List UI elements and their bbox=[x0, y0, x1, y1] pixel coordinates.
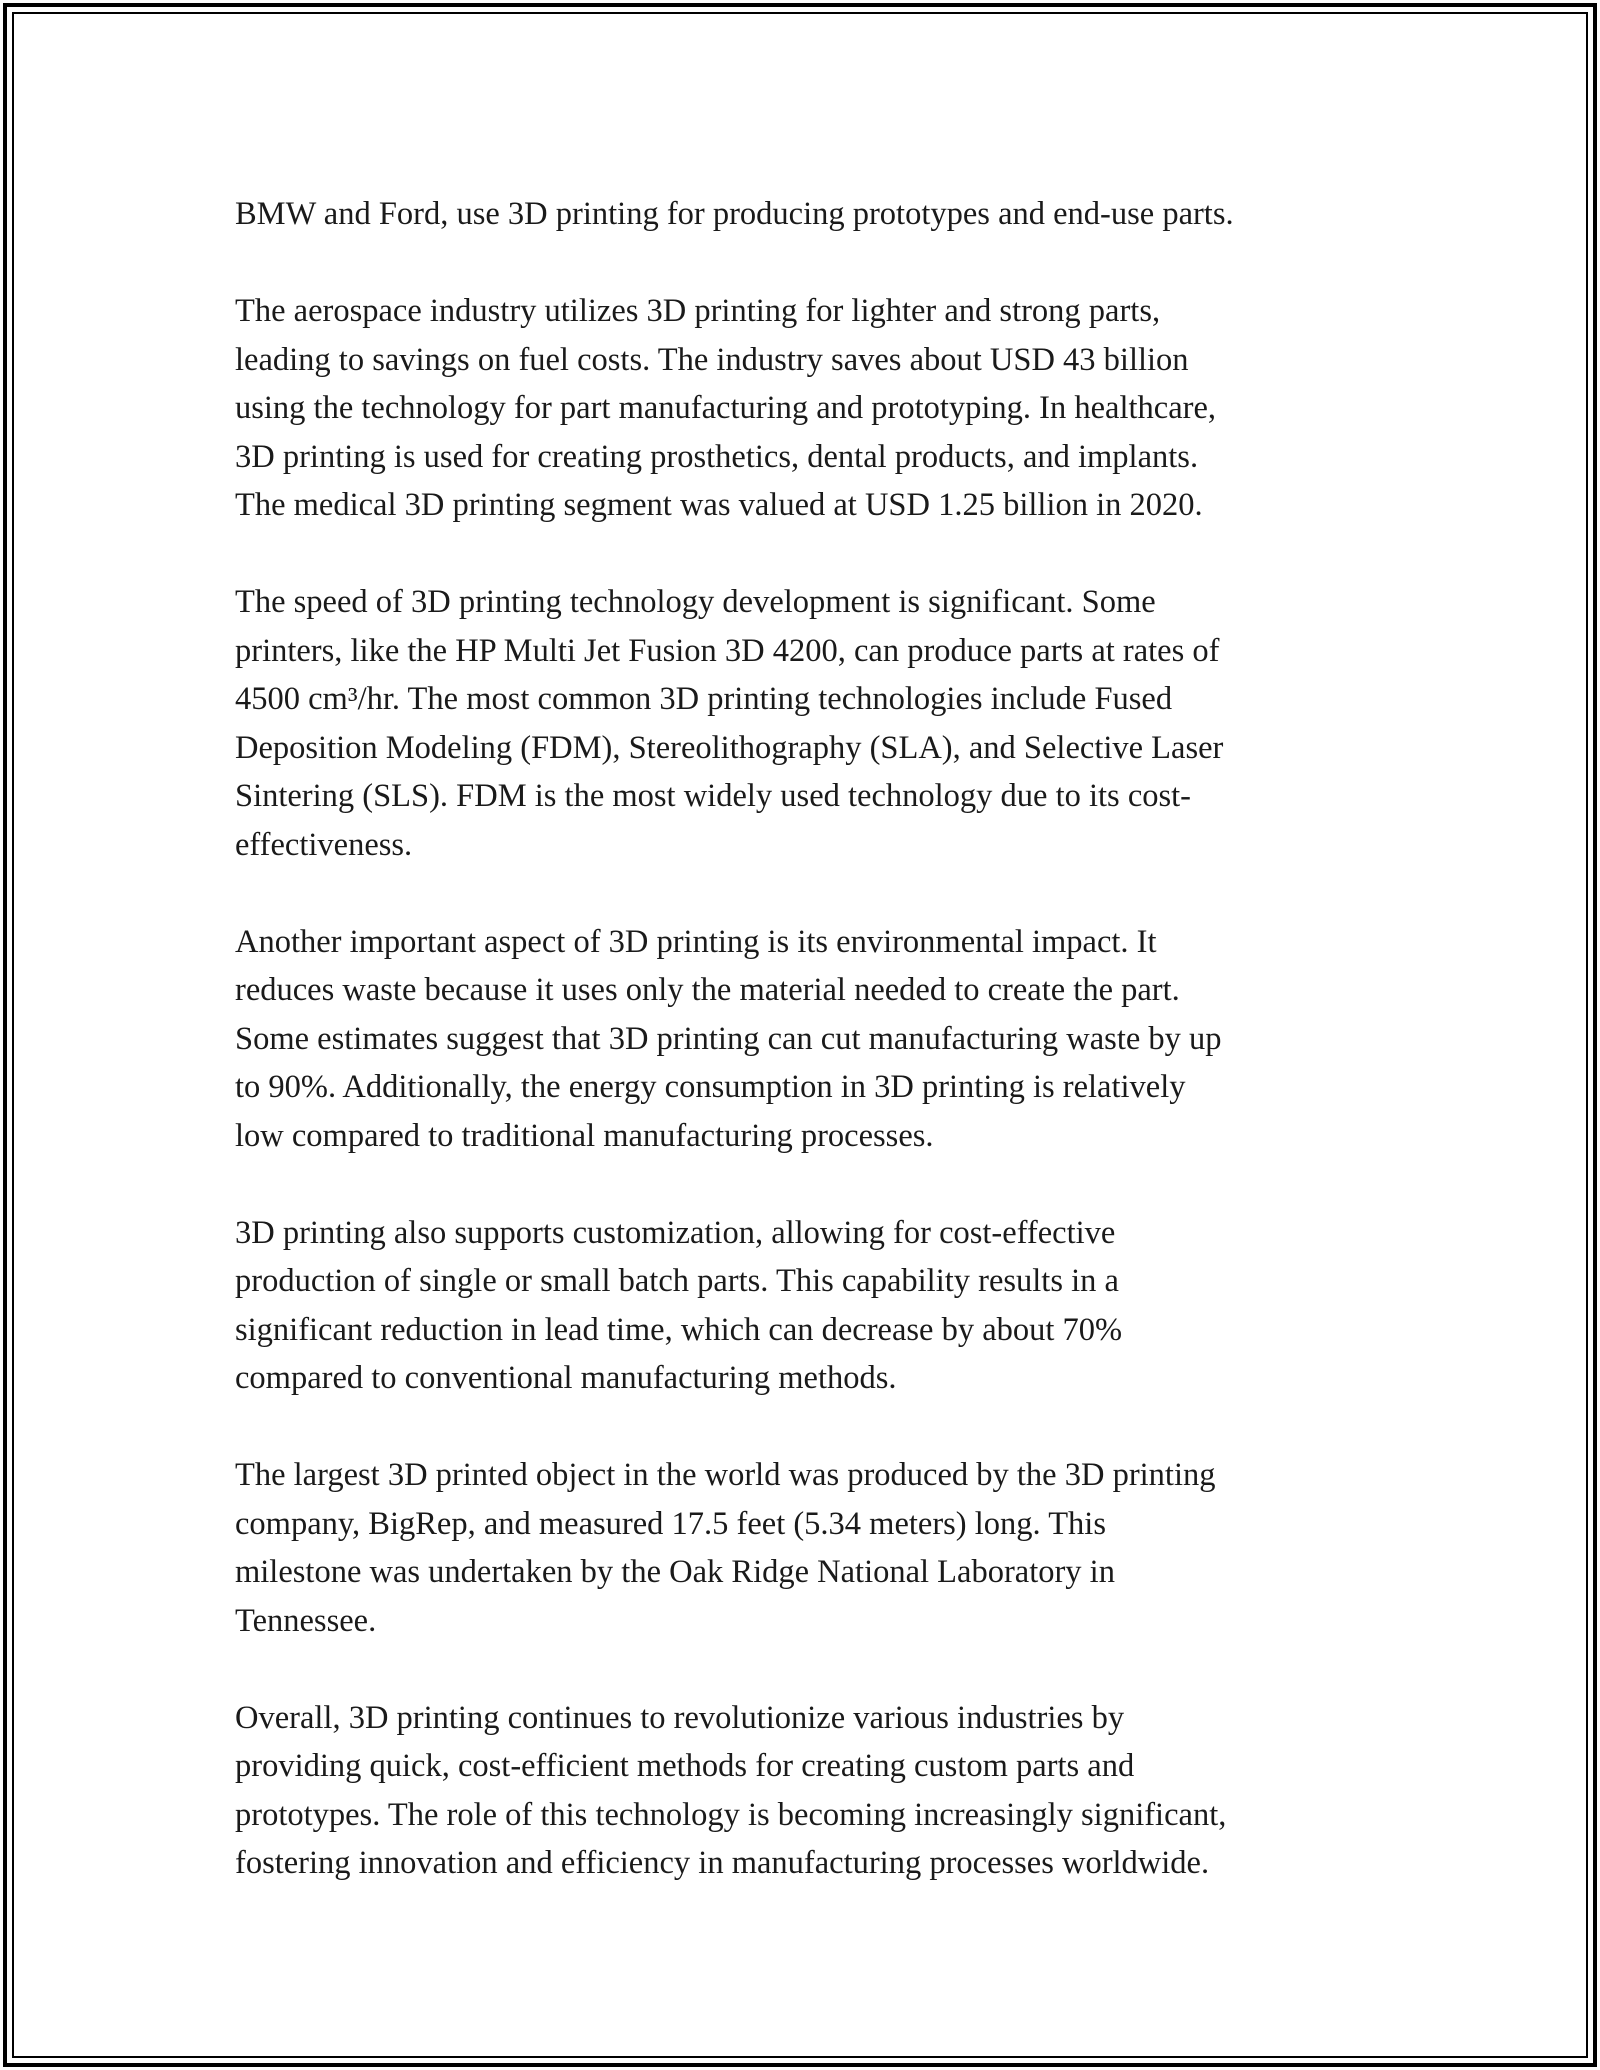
text-line: milestone was undertaken by the Oak Ridge National Laboratory in bbox=[235, 1554, 1115, 1590]
text-line: The largest 3D printed object in the world was produced by the 3D printing bbox=[235, 1457, 1216, 1493]
text-line: 3D printing also supports customization, allowing for cost-effective bbox=[235, 1214, 1116, 1251]
text-line: 3D printing is used for creating prosthetics, dental products, and implants. bbox=[235, 438, 1199, 475]
text-line: Tennessee. bbox=[235, 1602, 377, 1639]
text-line: BMW and Ford, use 3D printing for producing prototypes and end-use parts. bbox=[235, 196, 1234, 232]
text-line: 4500 cm³/hr. The most common 3D printing technologies include Fused bbox=[235, 681, 1173, 717]
text-line: significant reduction in lead time, which can decrease by about 70% bbox=[235, 1311, 1123, 1348]
paragraph bbox=[235, 287, 1385, 530]
text-line: to 90%. Additionally, the energy consumption in 3D printing is relatively bbox=[235, 1069, 1186, 1105]
text-line: low compared to traditional manufacturing processes. bbox=[235, 1117, 934, 1154]
text-line: Deposition Modeling (FDM), Stereolithography (SLA), and Selective Laser bbox=[235, 729, 1224, 766]
text-line: providing quick, cost-efficient methods for creating custom parts and bbox=[235, 1748, 1135, 1784]
text-line: leading to savings on fuel costs. The industry saves about USD 43 billion bbox=[235, 341, 1189, 378]
text-line: fostering innovation and efficiency in manufacturing processes worldwide. bbox=[235, 1845, 1210, 1881]
paragraph bbox=[235, 918, 1385, 1161]
text-line: printers, like the HP Multi Jet Fusion 3D 4200, can produce parts at rates of bbox=[235, 632, 1220, 669]
text-line: Sintering (SLS). FDM is the most widely used technology due to its cost- bbox=[235, 778, 1191, 814]
text-line: Another important aspect of 3D printing is its environmental impact. It bbox=[235, 923, 1157, 960]
text-line: The medical 3D printing segment was valued at USD 1.25 billion in 2020. bbox=[235, 487, 1203, 523]
text-line: The speed of 3D printing technology development is significant. Some bbox=[235, 584, 1156, 620]
text-line: effectiveness. bbox=[235, 826, 413, 863]
text-line: Some estimates suggest that 3D printing can cut manufacturing waste by up bbox=[235, 1020, 1222, 1057]
text-line: company, BigRep, and measured 17.5 feet (5.34 meters) long. This bbox=[235, 1505, 1106, 1542]
paragraph bbox=[235, 1451, 1385, 1645]
text-line: production of single or small batch parts. This capability results in a bbox=[235, 1263, 1119, 1299]
text-line: compared to conventional manufacturing methods. bbox=[235, 1360, 897, 1396]
document-body bbox=[235, 190, 1385, 1936]
text-line: prototypes. The role of this technology is becoming increasingly significant, bbox=[235, 1796, 1227, 1833]
paragraph bbox=[235, 190, 1385, 239]
paragraph bbox=[235, 1694, 1385, 1888]
text-line: reduces waste because it uses only the material needed to create the part. bbox=[235, 972, 1180, 1008]
text-line: Overall, 3D printing continues to revolutionize various industries by bbox=[235, 1699, 1125, 1736]
paragraph bbox=[235, 1209, 1385, 1403]
paragraph bbox=[235, 578, 1385, 869]
text-line: The aerospace industry utilizes 3D printing for lighter and strong parts, bbox=[235, 293, 1161, 329]
text-line: using the technology for part manufacturing and prototyping. In healthcare, bbox=[235, 390, 1217, 426]
